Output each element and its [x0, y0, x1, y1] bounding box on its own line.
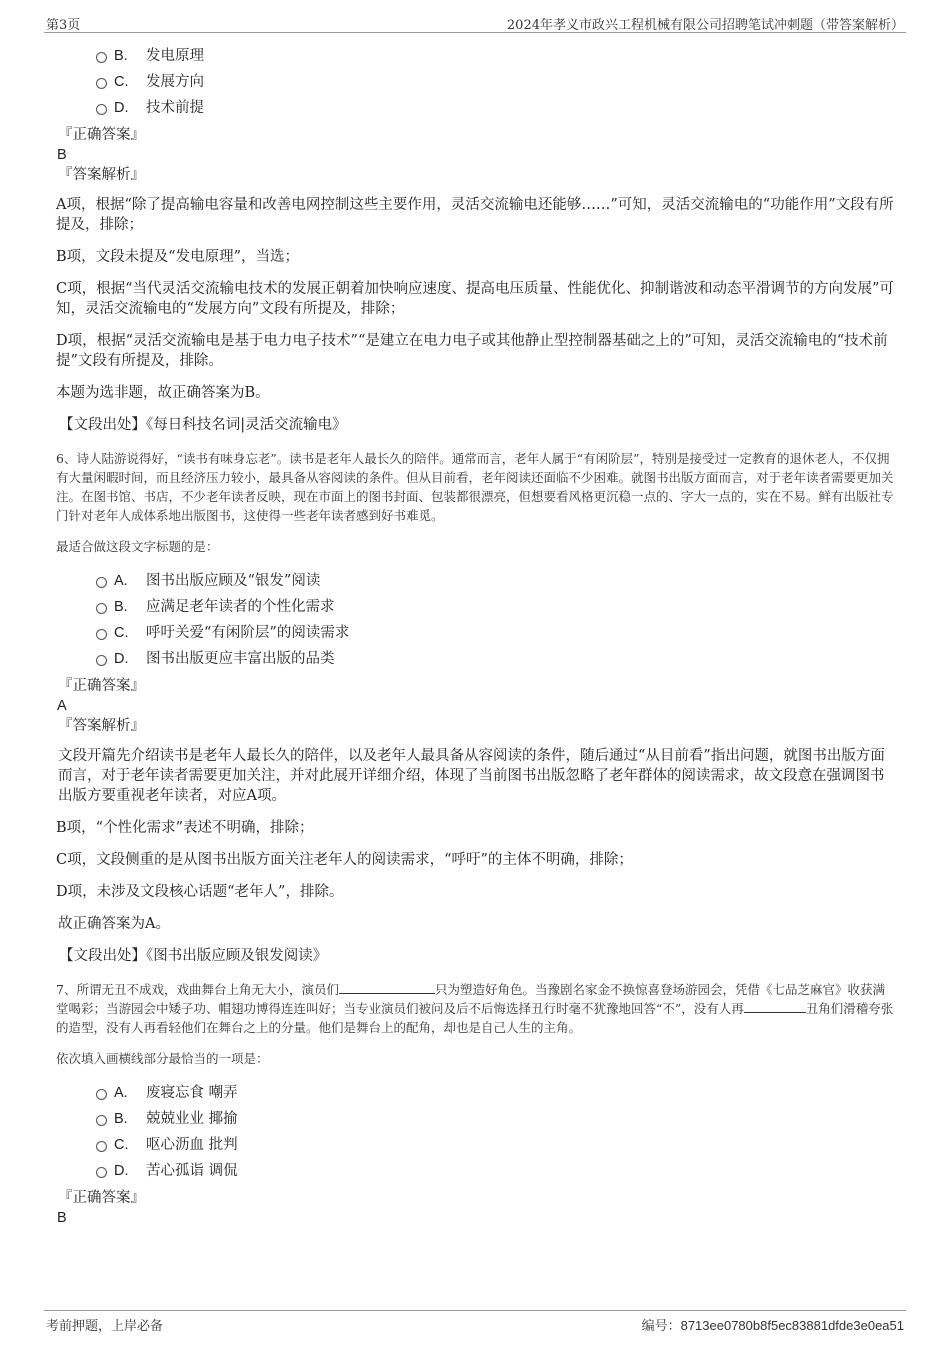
page-number: 第3页: [46, 18, 81, 33]
radio-icon[interactable]: [96, 52, 107, 63]
q5-answer-label: 『正确答案』: [58, 127, 145, 143]
radio-icon[interactable]: [96, 78, 107, 89]
q7-prompt: 依次填入画横线部分最恰当的一项是：: [56, 1051, 269, 1066]
q5-conclusion: 本题为选非题，故正确答案为B。: [56, 385, 270, 401]
q6-analysis-b: B项，“个性化需求”表述不明确，排除；: [56, 820, 314, 836]
fill-blank-2[interactable]: [744, 999, 806, 1013]
radio-icon[interactable]: [96, 1167, 107, 1178]
q7-answer: B: [57, 1210, 67, 1226]
q6-option-c[interactable]: C. 呼吁关爱“有闲阶层”的阅读需求: [96, 621, 896, 647]
radio-icon[interactable]: [96, 1089, 107, 1100]
q6-option-a[interactable]: A. 图书出版应顾及“银发”阅读: [96, 569, 896, 595]
radio-icon[interactable]: [96, 655, 107, 666]
q6-question: 6、诗人陆游说得好，“读书有味身忘老”。读书是老年人最长久的陪伴。通常而言，老年人属于“有闲阶层”，特别是接受过一定教育的退休老人，不仅拥有大量闲暇时间，而且经济压力较小，最具备从容阅读的条件。但从目前看，老年阅读还面临不少困难。就图书出版方面而言，对于老年读者需要更加关注。在图书馆、书店，不少老年读者反映，现在市面上的图书封面、包装都很漂亮，但想要看风格更沉稳一点的、字大一点的，实在不易。鲜有出版社专门针对老年人成体系地出版图书，这使得一些老年读者感到好书难觅。: [56, 451, 894, 523]
q5-source: 【文段出处】《每日科技名词|灵活交流输电》: [59, 417, 347, 433]
q6-answer-label: 『正确答案』: [58, 678, 145, 694]
q7-answer-label: 『正确答案』: [58, 1190, 145, 1206]
radio-icon[interactable]: [96, 577, 107, 588]
q7-option-c[interactable]: C. 呕心沥血 批判: [96, 1133, 896, 1159]
q7-option-a[interactable]: A. 废寝忘食 嘲弄: [96, 1081, 896, 1107]
q6-conclusion: 故正确答案为A。: [58, 916, 170, 932]
q5-option-c[interactable]: C. 发展方向: [96, 70, 896, 96]
page-content: [56, 44, 896, 1228]
document-title: 2024年孝义市政兴工程机械有限公司招聘笔试冲刺题（带答案解析）: [506, 18, 904, 33]
q7-options: [56, 1081, 896, 1185]
q6-option-b[interactable]: B. 应满足老年读者的个性化需求: [96, 595, 896, 621]
radio-icon[interactable]: [96, 603, 107, 614]
document-id: 编号：8713ee0780b8f5ec83881dfde3e0ea51: [641, 1318, 904, 1333]
page-header: [44, 12, 906, 33]
q6-analysis-label: 『答案解析』: [58, 718, 145, 734]
q5-options: [56, 44, 896, 122]
page-footer: [44, 1310, 906, 1333]
radio-icon[interactable]: [96, 1141, 107, 1152]
q6-option-d[interactable]: D. 图书出版更应丰富出版的品类: [96, 647, 896, 673]
q5-analysis-a: A项，根据“除了提高输电容量和改善电网控制这些主要作用，灵活交流输电还能够……”可知，灵活交流输电的“功能作用”文段有所提及，排除；: [56, 197, 894, 233]
q6-source: 【文段出处】《图书出版应顾及银发阅读》: [59, 948, 328, 964]
q7-question: 7、所谓无丑不成戏，戏曲舞台上角无大小，演员们 只为塑造好角色。当豫剧名家金不换惊喜登场游园会，凭借《七品芝麻官》收获满堂喝彩；当游园会中矮子功、帽翅功博得连连叫好；当专业演员们被问及后不后悔选择丑行时毫不犹豫地回答“不”，没有人再 丑角们滑稽夸张的造型，没有人再看轻他们在舞台之上的分量。他们是舞台上的配角，却也是自己人生的主角。: [56, 982, 894, 1035]
q7-option-b[interactable]: B. 兢兢业业 揶揄: [96, 1107, 896, 1133]
footer-slogan: 考前押题，上岸必备: [46, 1319, 164, 1334]
q6-prompt: 最适合做这段文字标题的是：: [56, 539, 219, 554]
q5-analysis-label: 『答案解析』: [58, 167, 145, 183]
q5-answer: B: [57, 147, 67, 163]
q6-options: [56, 569, 896, 673]
q5-analysis-c: C项，根据“当代灵活交流输电技术的发展正朝着加快响应速度、提高电压质量、性能优化、抑制谐波和动态平滑调节的方向发展”可知，灵活交流输电的“发展方向”文段有所提及，排除；: [56, 281, 894, 317]
fill-blank-1[interactable]: [339, 980, 435, 994]
q6-analysis-main: 文段开篇先介绍读书是老年人最长久的陪伴，以及老年人最具备从容阅读的条件，随后通过“从目前看”指出问题，就图书出版方面而言，对于老年读者需要更加关注，并对此展开详细介绍，体现了当前图书出版忽略了老年群体的阅读需求，故文段意在强调图书出版方要重视老年读者，对应A项。: [58, 748, 885, 804]
q6-analysis-c: C项，文段侧重的是从图书出版方面关注老年人的阅读需求，“呼吁”的主体不明确，排除；: [56, 852, 633, 868]
q5-option-b[interactable]: B. 发电原理: [96, 44, 896, 70]
q7-option-d[interactable]: D. 苦心孤诣 调侃: [96, 1159, 896, 1185]
radio-icon[interactable]: [96, 1115, 107, 1126]
q5-option-d[interactable]: D. 技术前提: [96, 96, 896, 122]
q6-analysis-d: D项，未涉及文段核心话题“老年人”，排除。: [56, 884, 344, 900]
radio-icon[interactable]: [96, 104, 107, 115]
q6-answer: A: [57, 698, 67, 714]
radio-icon[interactable]: [96, 629, 107, 640]
q5-analysis-b: B项，文段未提及“发电原理”，当选；: [56, 249, 299, 265]
q5-analysis-d: D项，根据“灵活交流输电是基于电力电子技术”“是建立在电力电子或其他静止型控制器基础之上的”可知，灵活交流输电的“技术前提”文段有所提及，排除。: [56, 333, 888, 369]
